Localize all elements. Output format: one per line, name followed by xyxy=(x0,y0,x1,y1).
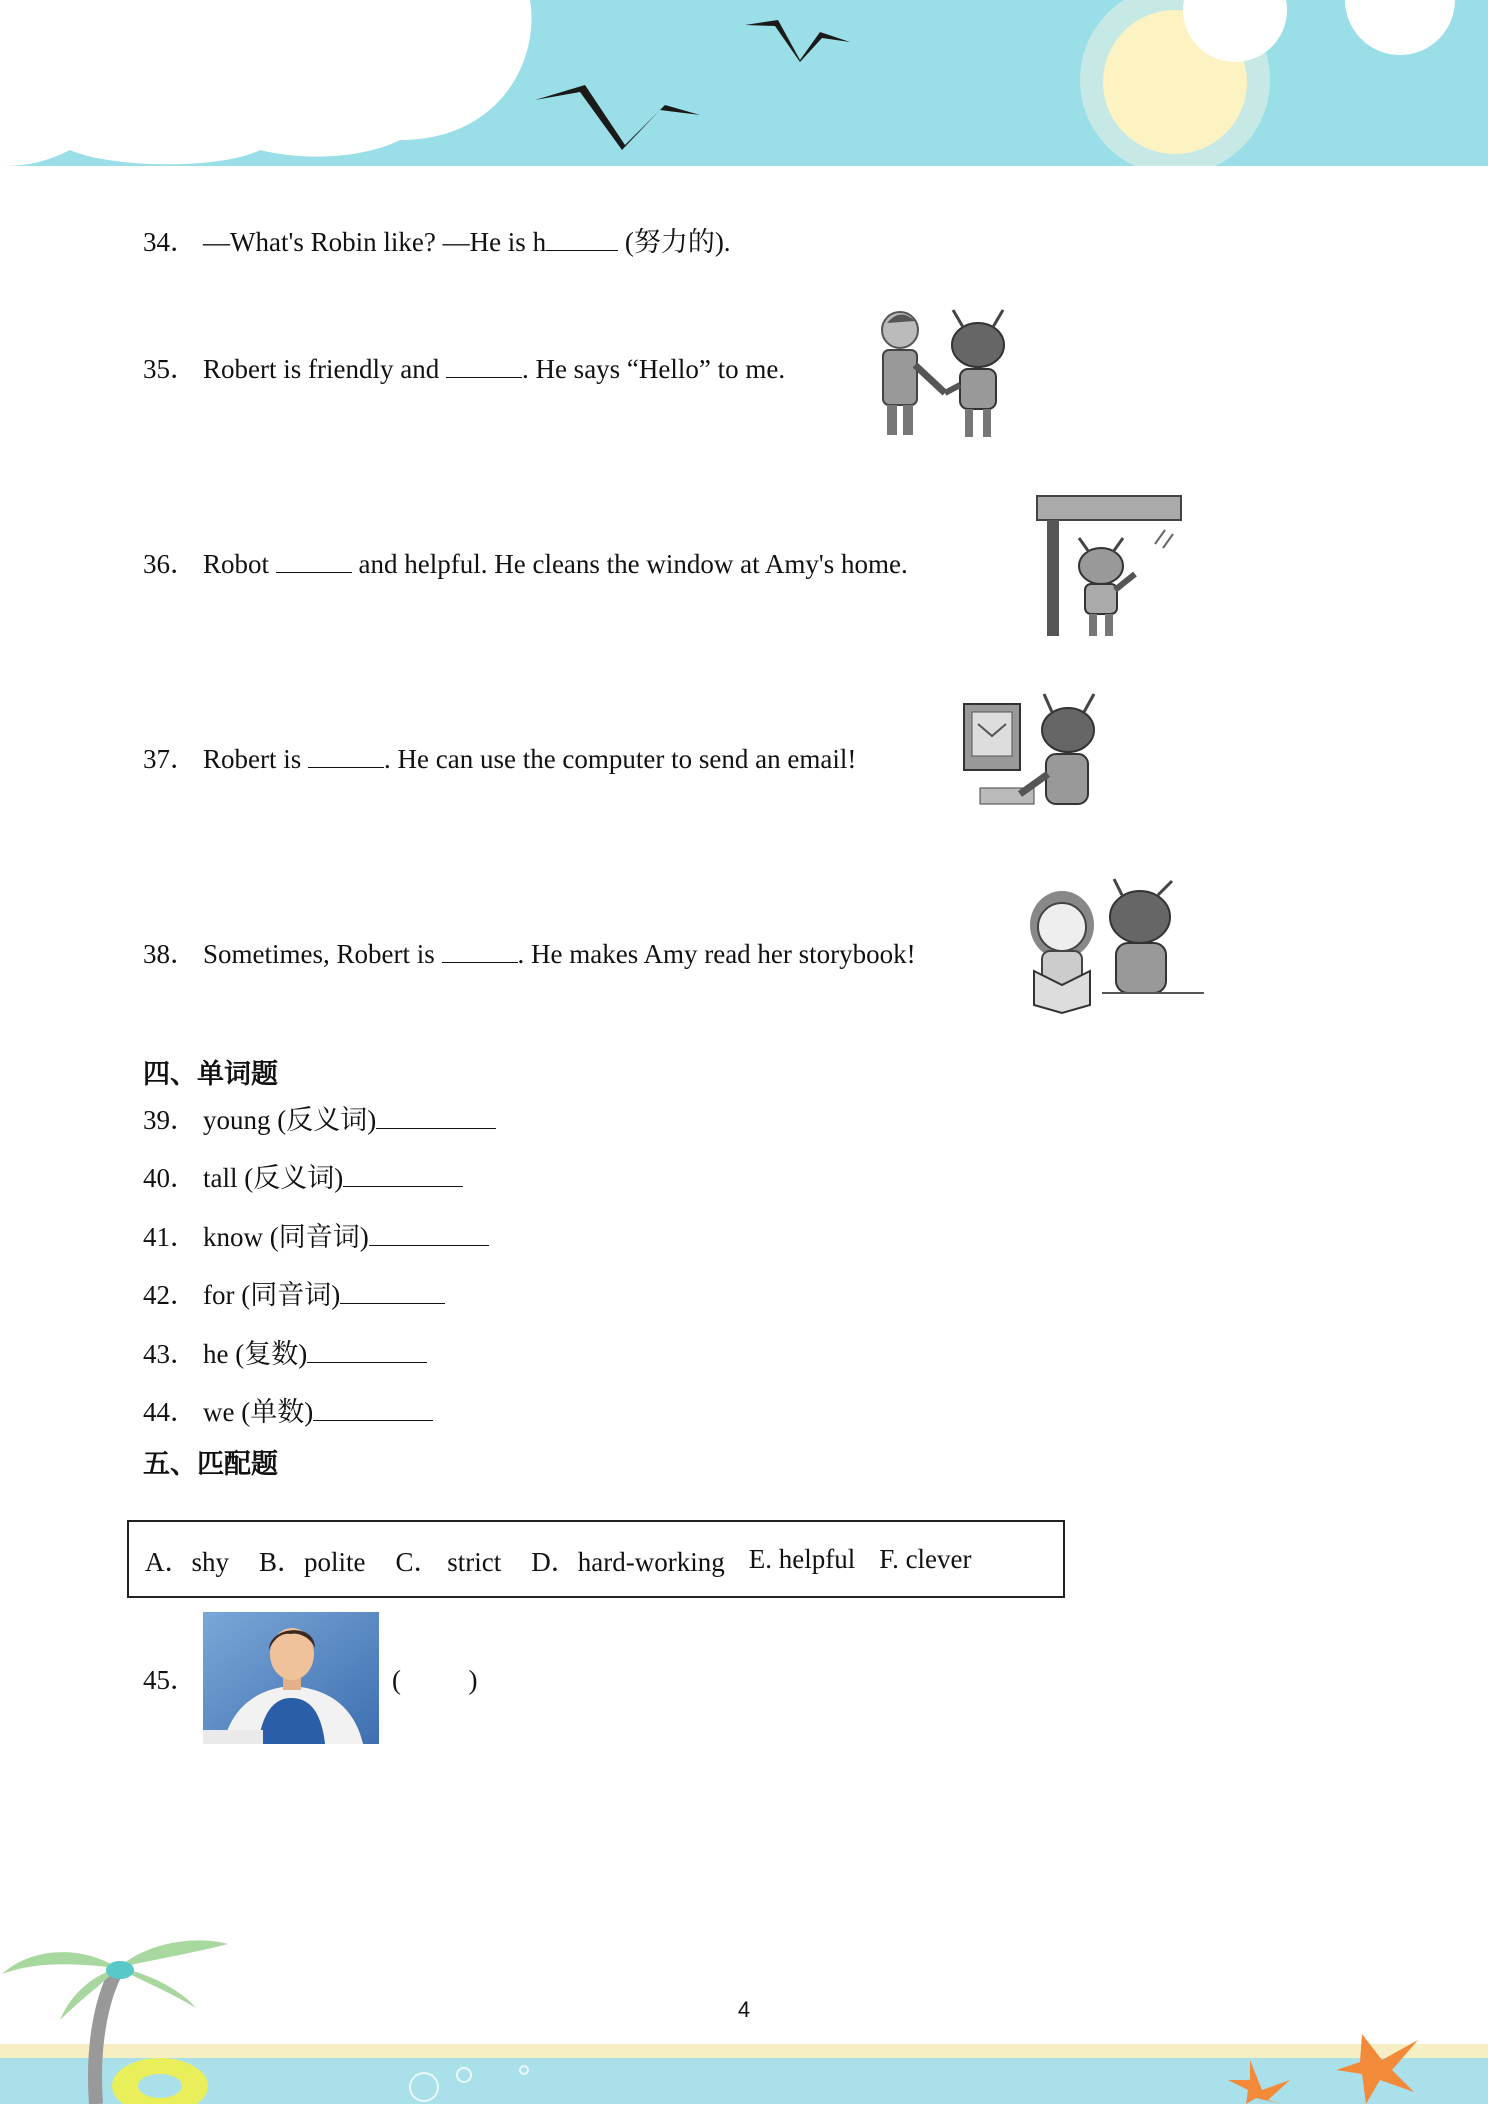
word-question-40 xyxy=(143,1161,463,1195)
question-text-suffix: . He can use the computer to send an email! xyxy=(384,744,857,774)
answer-blank[interactable] xyxy=(276,548,352,573)
header-banner xyxy=(0,0,1488,166)
handshake-illustration xyxy=(875,305,1015,440)
answer-blank[interactable] xyxy=(343,1162,463,1187)
man-portrait-illustration xyxy=(203,1612,379,1744)
question-36 xyxy=(143,547,908,581)
answer-blank[interactable] xyxy=(308,743,384,768)
question-text: Robot xyxy=(203,549,276,579)
robot-window-illustration xyxy=(1035,494,1183,639)
question-38 xyxy=(143,937,916,971)
question-number: 43． xyxy=(143,1339,197,1369)
choice-option: A．shy xyxy=(145,1546,230,1577)
choice-box xyxy=(127,1520,1065,1598)
word-question-43 xyxy=(143,1337,427,1371)
question-35 xyxy=(143,352,785,386)
answer-blank[interactable] xyxy=(446,353,522,378)
question-text-suffix: . He makes Amy read her storybook! xyxy=(517,939,916,969)
section-5-title: 五、匹配题 xyxy=(143,1449,278,1480)
question-number: 38． xyxy=(143,939,197,969)
girl-robot-reading-illustration xyxy=(1022,875,1208,1015)
question-text: for (同音词) xyxy=(203,1280,341,1310)
answer-blank[interactable] xyxy=(376,1104,496,1129)
answer-blank[interactable] xyxy=(369,1221,489,1246)
question-text: he (复数) xyxy=(203,1339,308,1369)
answer-blank[interactable] xyxy=(307,1338,427,1363)
question-number: 41． xyxy=(143,1222,197,1252)
question-text: we (单数) xyxy=(203,1397,314,1427)
question-text: know (同音词) xyxy=(203,1222,369,1252)
choice-option: C． strict xyxy=(395,1546,502,1577)
question-34 xyxy=(143,225,731,259)
question-number: 36． xyxy=(143,549,197,579)
word-question-42 xyxy=(143,1278,445,1312)
section-4-title: 四、单词题 xyxy=(143,1059,278,1090)
question-number: 34． xyxy=(143,227,197,257)
question-text: Sometimes, Robert is xyxy=(203,939,442,969)
question-45 xyxy=(143,1663,203,1697)
question-number: 40． xyxy=(143,1163,197,1193)
answer-parentheses[interactable]: ( ) xyxy=(392,1665,478,1695)
answer-blank[interactable] xyxy=(546,226,618,251)
question-text: tall (反义词) xyxy=(203,1163,344,1193)
question-number: 37． xyxy=(143,744,197,774)
question-37 xyxy=(143,742,856,776)
question-text: Robert is xyxy=(203,744,308,774)
page-number: 4 xyxy=(737,1997,751,2022)
word-question-41 xyxy=(143,1220,489,1254)
choice-option: B．polite xyxy=(259,1546,366,1577)
question-text-suffix: and helpful. He cleans the window at Amy's home. xyxy=(351,549,908,579)
question-number: 44． xyxy=(143,1397,197,1427)
answer-blank[interactable] xyxy=(442,938,518,963)
question-number: 35． xyxy=(143,354,197,384)
question-text: young (反义词) xyxy=(203,1105,377,1135)
robot-computer-illustration xyxy=(960,690,1106,818)
word-question-44 xyxy=(143,1395,433,1429)
question-text: Robert is friendly and xyxy=(203,354,446,384)
choice-option: F. clever xyxy=(879,1543,972,1574)
question-number: 39． xyxy=(143,1105,197,1135)
answer-blank[interactable] xyxy=(340,1279,445,1304)
question-text-suffix: . He says “Hello” to me. xyxy=(521,354,786,384)
choice-option: E. helpful xyxy=(748,1543,856,1574)
question-number: 45． xyxy=(143,1665,197,1695)
question-number: 42． xyxy=(143,1280,197,1310)
question-text-suffix: (努力的). xyxy=(618,227,731,257)
word-question-39 xyxy=(143,1103,496,1137)
question-text: —What's Robin like? —He is h xyxy=(203,227,547,257)
choice-option: D．hard-working xyxy=(531,1546,725,1577)
answer-blank[interactable] xyxy=(313,1396,433,1421)
